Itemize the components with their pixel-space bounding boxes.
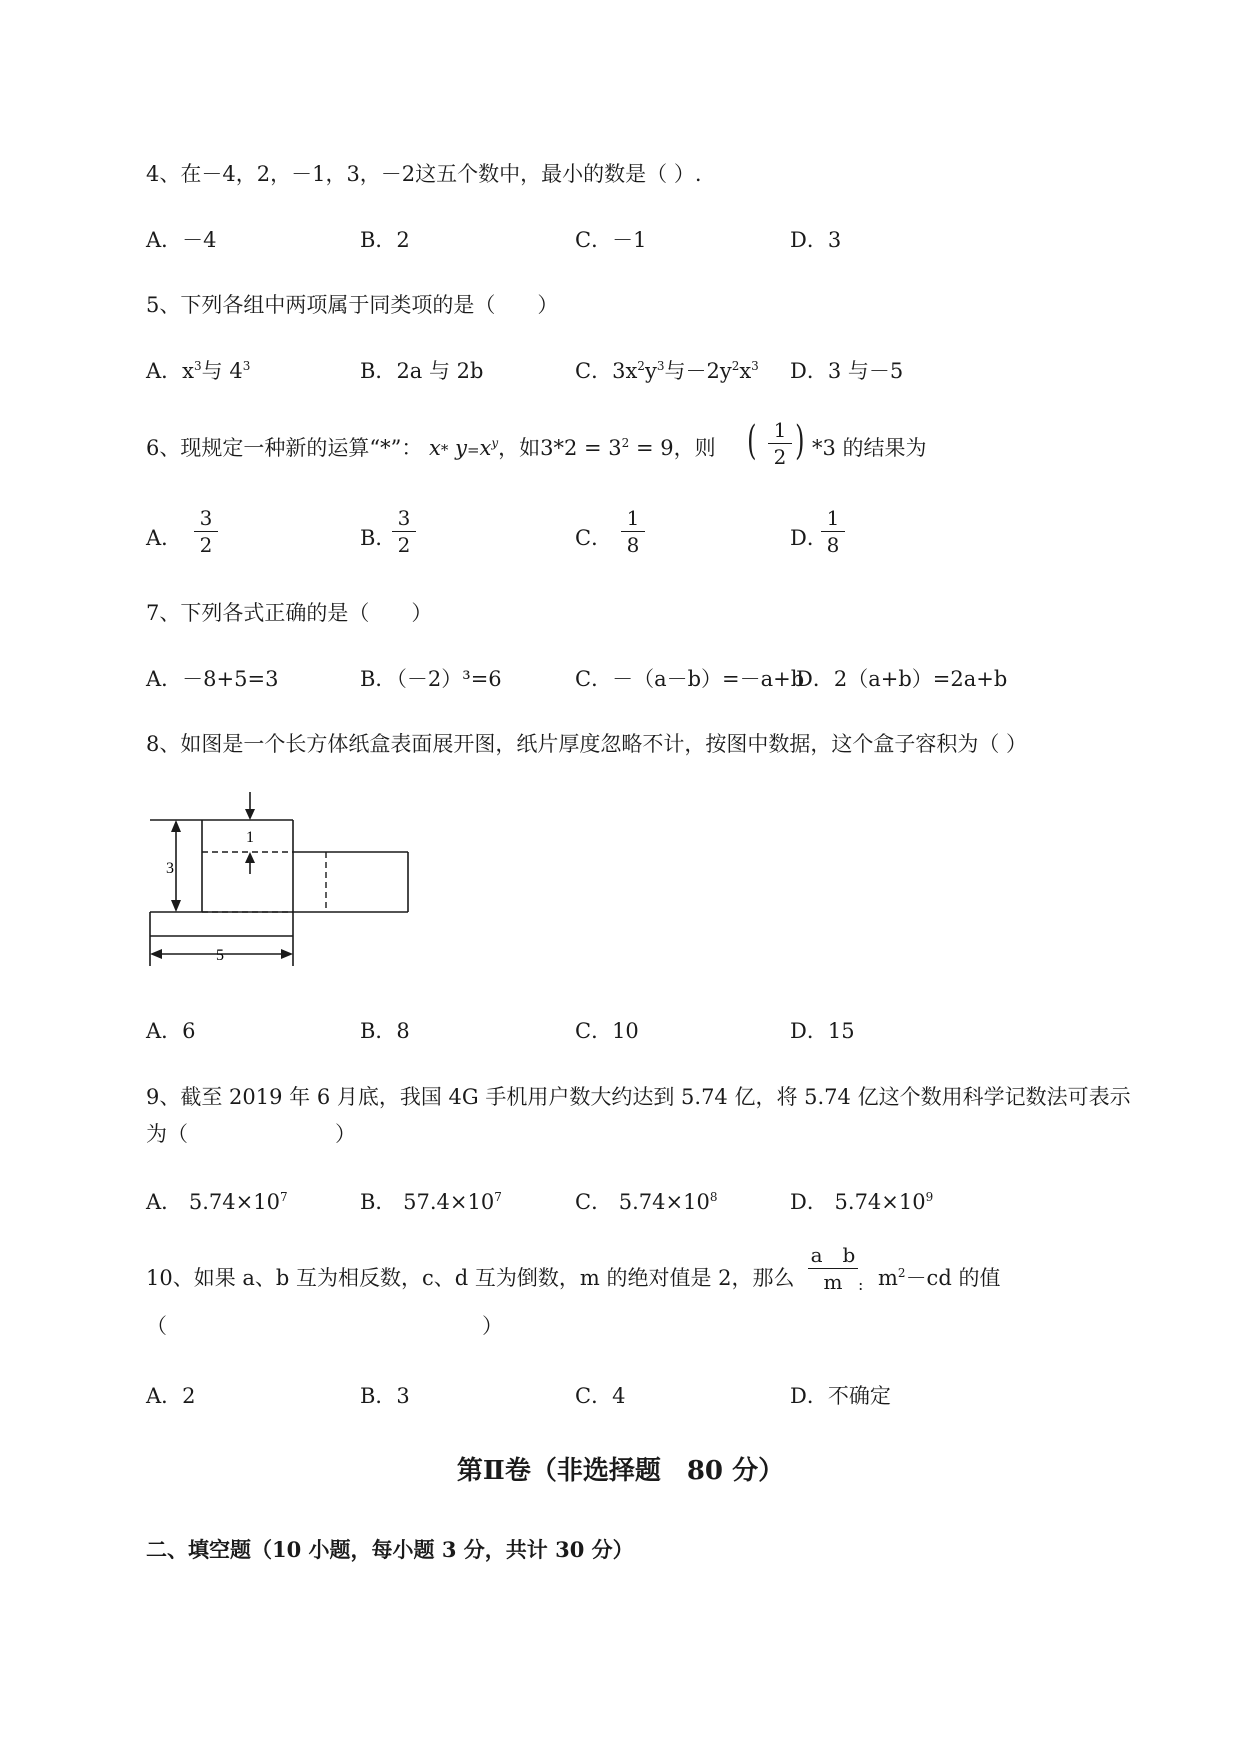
question-6-stem: 6、现规定一种新的运算“*”： x* $y=x^y$，如$3*2 = 3^2 = 9$，则 xyxy=(146,436,716,460)
question-5-stem: 5、下列各组中两项属于同类项的是（ ） xyxy=(146,293,559,317)
question-10-stem: 10、如果 a、b 互为相反数，c、d 互为倒数，m 的绝对值是 2，那么 xyxy=(146,1266,795,1290)
q5-option-b: B．2a 与 2b xyxy=(360,359,484,383)
q8-option-a: A．6 xyxy=(146,1019,196,1043)
q6-option-a-letter: A． xyxy=(146,526,183,550)
q10-option-b: B．3 xyxy=(360,1384,410,1408)
diagram-label-bottom: 5 xyxy=(216,947,224,964)
q5-option-d: D．3 与－5 xyxy=(790,359,904,383)
diagram-label-top: 1 xyxy=(246,829,254,846)
q6-paren-left: ( xyxy=(747,418,757,464)
question-4-stem: 4、在－4，2，－1，3，－2这五个数中，最小的数是（ ）. xyxy=(146,162,702,186)
q4-option-b: B．2 xyxy=(360,228,410,252)
q6-option-c-fraction: 1 8 xyxy=(621,508,645,555)
q9-option-d: D． $5.74\times 10^9$ xyxy=(790,1190,934,1214)
question-10-answer-blank: （ ） xyxy=(146,1314,503,1338)
q6-suffix: *3 的结果为 xyxy=(812,436,927,460)
question-7-stem: 7、下列各式正确的是（ ） xyxy=(146,601,433,625)
q8-option-c: C．10 xyxy=(575,1019,639,1043)
diagram-label-left: 3 xyxy=(166,860,174,877)
q10-fraction-tail: : xyxy=(858,1275,864,1294)
q10-option-a: A．2 xyxy=(146,1384,196,1408)
q5-option-a: A．$x^3$与 $4^3$ xyxy=(146,359,251,383)
q10-option-c: C．4 xyxy=(575,1384,626,1408)
q9-option-c: C． $5.74\times 10^8$ xyxy=(575,1190,718,1214)
q8-option-d: D．15 xyxy=(790,1019,855,1043)
section-2-title: 二、填空题（10 小题，每小题 3 分，共计 30 分） xyxy=(146,1537,634,1562)
q6-option-c-letter: C． xyxy=(575,526,613,550)
q9-option-b: B． $57.4\times 10^7$ xyxy=(360,1190,502,1214)
q7-option-c: C．－（a－b）=－a+b xyxy=(575,667,805,691)
part-2-title: 第Ⅱ卷（非选择题 80 分） xyxy=(456,1456,785,1486)
q7-option-a: A．－8+5=3 xyxy=(146,667,279,691)
q10-tail: $m^2-cd$ 的值 xyxy=(878,1266,1001,1290)
q4-option-a: A．－4 xyxy=(146,228,217,252)
box-net-diagram xyxy=(140,790,420,970)
q4-option-c: C．－1 xyxy=(575,228,647,252)
q6-option-d-letter: D． xyxy=(790,526,828,550)
q6-option-a-fraction: 3 2 xyxy=(194,508,218,555)
q6-paren-right: ) xyxy=(795,418,805,464)
question-9-stem-line-2: 为（ ） xyxy=(146,1122,356,1146)
q9-option-a: A． $5.74\times 10^7$ xyxy=(146,1190,288,1214)
question-8-stem: 8、如图是一个长方体纸盒表面展开图，纸片厚度忽略不计，按图中数据，这个盒子容积为（ ） xyxy=(146,732,1028,756)
q10-fraction: a b m xyxy=(808,1245,858,1292)
question-9-stem-line-1: 9、截至 2019 年 6 月底，我国 4G 手机用户数大约达到 5.74 亿，将 5.74 亿这个数用科学记数法可表示 xyxy=(146,1085,1131,1109)
q6-option-d-fraction: 1 8 xyxy=(821,508,845,555)
q7-option-b: B．（－2）³=6 xyxy=(360,667,502,691)
q6-option-b-fraction: 3 2 xyxy=(392,508,416,555)
q7-option-d: D．2（a+b）=2a+b xyxy=(796,667,1008,691)
q6-fraction: 1 2 xyxy=(768,420,792,467)
q6-option-b-letter: B． xyxy=(360,526,397,550)
q8-option-b: B．8 xyxy=(360,1019,410,1043)
q5-option-c: C．$3x^2y^3$与$-2y^2x^3$ xyxy=(575,359,759,383)
q10-option-d: D．不确定 xyxy=(790,1384,891,1408)
q4-option-d: D．3 xyxy=(790,228,842,252)
